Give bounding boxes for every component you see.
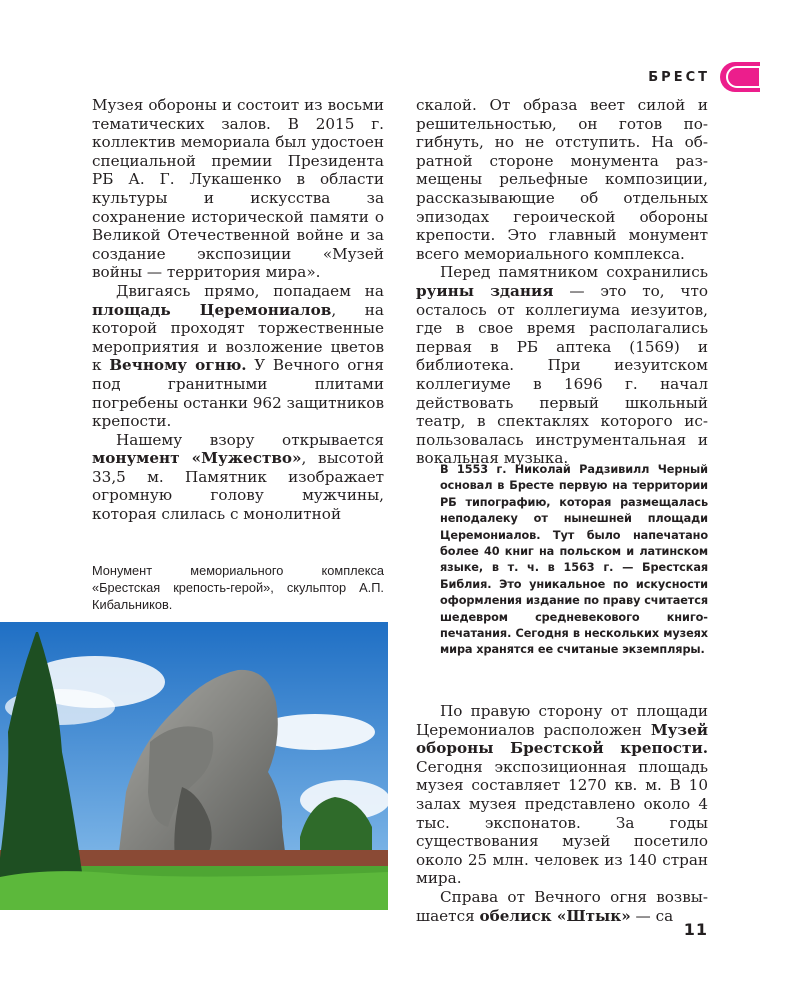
section-tab-icon	[720, 62, 760, 92]
term-ceremonial-square: площадь Церемониалов	[92, 300, 332, 319]
term-eternal-flame: Вечному огню.	[109, 356, 247, 375]
paragraph-courage-monument: Нашему взору открывается монумент «Мужество», высотой 33,5 м. Памятник изображает огромную голову мужчины, которая слилась с монолитной	[92, 430, 384, 524]
paragraph-bayonet-obelisk: Справа от Вечного огня возвышается обелиск «Штык» — са	[416, 887, 708, 925]
text-column-right	[416, 96, 708, 468]
paragraph-ruins: Перед памятником сохранились руины здания — это то, что осталось от коллегиума иезуитов, где в свое время располагались первая в РБ аптека (1569) и библиотека. При иезуитском коллегиуме в 1696 г. начал действовать первый школьный театр, в спектаклях которого использовалась инструментальная и вокальная музыка.	[416, 263, 708, 468]
paragraph-ceremonial-square: Двигаясь прямо, попадаем на площадь Церемониалов, на которой проходят торжественные мероприятия и возложение цветов к Вечному огню. У Вечного огня под гранитными плитами погребены останки 962 защитников крепости.	[92, 281, 385, 431]
running-header	[648, 62, 760, 92]
term-courage-monument: монумент «Мужество»	[92, 449, 302, 468]
term-ruins: руины здания	[416, 281, 554, 300]
paragraph-defense-museum: По правую сторону от площади Церемониалов расположен Музей обороны Брестской крепости. Сегодня экспозиционная площадь музея составляет 1270 кв. м. В 10 залах музея представлено около 4 тыс. экспонатов. За годы существования музей посетило около 25 млн. человек из 140 стран мира.	[416, 702, 708, 888]
paragraph-monument-description: скалой. От образа веет силой и решительностью, он готов погибнуть, но не отступить. На обратной стороне монумента размещены рельефные композиции, рассказывающие об отдельных эпизодах героической обороны крепости. Это главный монумент всего мемориального комплекса.	[416, 96, 708, 263]
text-column-right-lower	[416, 702, 708, 925]
section-title: БРЕСТ	[648, 69, 710, 85]
text-column-left	[92, 96, 384, 524]
term-defense-museum: Музей обороны Брестской крепости.	[416, 720, 708, 758]
term-bayonet-obelisk: обелиск «Штык»	[479, 906, 631, 925]
sidebar-note-printing: В 1553 г. Николай Радзивилл Черный основал в Бресте первую на территории РБ типографию, которая размещалась неподалеку от нынешней площади Церемониалов. Тут было напечатано более 40 книг на польском и латинском языке, в т. ч. в 1563 г. — Брестская Библия. Это уникальное по искусности оформления издание по праву считается шедевром средневекового книгопечатания. Сегодня в нескольких музеях мира хранятся ее считаные экземпляры.	[440, 463, 708, 657]
page-number: 11	[683, 920, 708, 939]
monument-photo	[0, 622, 388, 910]
photo-caption: Монумент мемориального комплекса «Брестская крепость-герой», скульптор А.П. Кибальников.	[92, 563, 384, 612]
paragraph-museum-awards: Музея обороны и состоит из восьми тематических залов. В 2015 г. коллектив мемориала был удостоен специальной премии Президента РБ А. Г. Лукашенко в области культуры и искусства за сохранение исторической памяти о Великой Отечественной войне и за создание экспозиции «Музей войны — территория мира».	[92, 96, 384, 282]
monument-image	[0, 622, 388, 910]
